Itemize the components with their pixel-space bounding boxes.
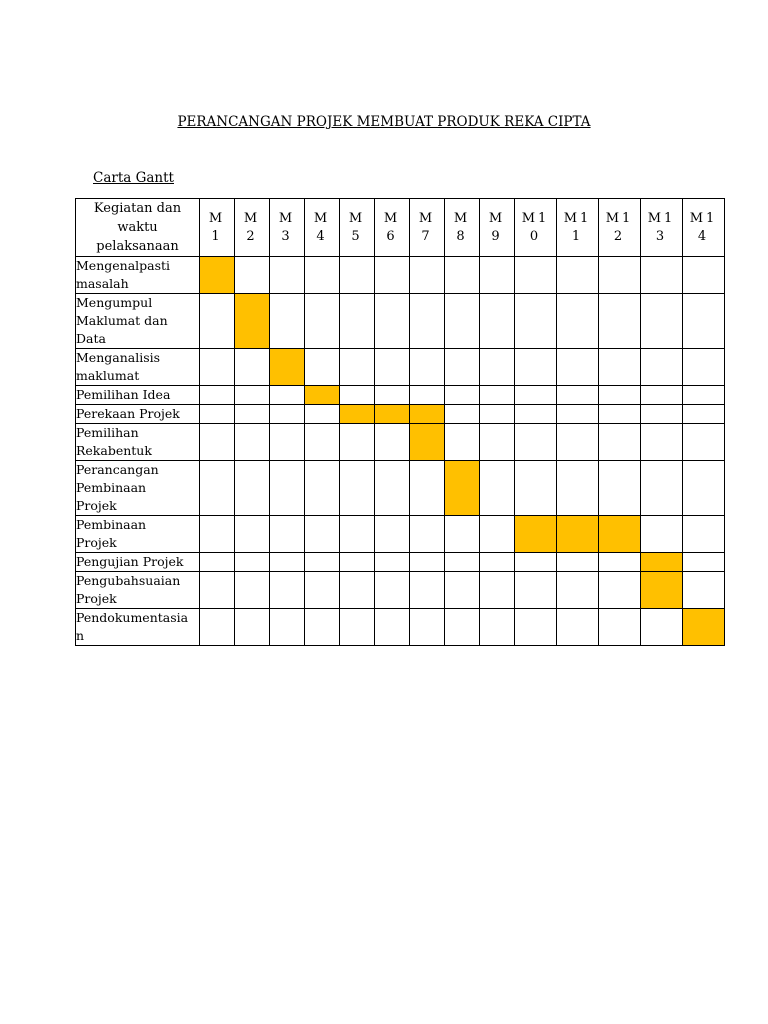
- gantt-empty-cell: [557, 424, 599, 461]
- month-header-1: [200, 199, 235, 257]
- gantt-empty-cell: [557, 572, 599, 609]
- month-label-line: 6: [386, 228, 398, 244]
- table-row: [76, 516, 725, 553]
- activity-label-line: masalah: [76, 276, 129, 291]
- gantt-empty-cell: [480, 424, 515, 461]
- gantt-empty-cell: [445, 405, 480, 424]
- gantt-empty-cell: [683, 424, 725, 461]
- gantt-empty-cell: [270, 386, 305, 405]
- gantt-empty-cell: [641, 257, 683, 294]
- gantt-empty-cell: [340, 461, 375, 516]
- month-label-line: 8: [456, 228, 468, 244]
- month-label-line: M1: [605, 210, 634, 226]
- gantt-empty-cell: [340, 553, 375, 572]
- gantt-empty-cell: [557, 609, 599, 646]
- gantt-empty-cell: [235, 553, 270, 572]
- gantt-empty-cell: [683, 349, 725, 386]
- gantt-bar-cell: [200, 257, 235, 294]
- gantt-empty-cell: [480, 516, 515, 553]
- gantt-empty-cell: [410, 572, 445, 609]
- gantt-empty-cell: [375, 516, 410, 553]
- chart-subtitle: Carta Gantt: [93, 170, 174, 186]
- activity-header-line: Kegiatan dan: [93, 201, 182, 216]
- gantt-empty-cell: [235, 572, 270, 609]
- activity-label-line: Maklumat dan: [76, 313, 168, 328]
- gantt-empty-cell: [599, 572, 641, 609]
- gantt-empty-cell: [599, 609, 641, 646]
- month-label-line: M: [243, 210, 261, 226]
- gantt-empty-cell: [340, 516, 375, 553]
- activity-label-line: Menganalisis: [76, 350, 161, 365]
- gantt-empty-cell: [480, 386, 515, 405]
- month-label-line: M: [313, 210, 331, 226]
- gantt-bar-cell: [683, 609, 725, 646]
- month-header-4: [305, 199, 340, 257]
- table-row: [76, 386, 725, 405]
- activity-header-line: waktu: [117, 220, 158, 235]
- gantt-bar-cell: [557, 516, 599, 553]
- month-label-line: M: [383, 210, 401, 226]
- gantt-empty-cell: [200, 461, 235, 516]
- month-header-14: [683, 199, 725, 257]
- gantt-empty-cell: [445, 386, 480, 405]
- gantt-empty-cell: [375, 386, 410, 405]
- month-label-line: 9: [491, 228, 503, 244]
- gantt-empty-cell: [200, 516, 235, 553]
- gantt-empty-cell: [305, 461, 340, 516]
- gantt-body: [76, 257, 725, 646]
- gantt-bar-cell: [515, 516, 557, 553]
- month-label-line: 0: [529, 228, 542, 244]
- gantt-empty-cell: [641, 424, 683, 461]
- gantt-empty-cell: [480, 257, 515, 294]
- gantt-empty-cell: [200, 405, 235, 424]
- month-header-2: [235, 199, 270, 257]
- gantt-empty-cell: [557, 461, 599, 516]
- gantt-bar-cell: [305, 386, 340, 405]
- gantt-empty-cell: [305, 349, 340, 386]
- month-header-6: [375, 199, 410, 257]
- month-label-line: M: [418, 210, 436, 226]
- gantt-empty-cell: [410, 349, 445, 386]
- gantt-bar-cell: [410, 424, 445, 461]
- activity-label-line: n: [76, 628, 85, 643]
- gantt-empty-cell: [515, 257, 557, 294]
- activity-label-line: Pemilihan Idea: [76, 387, 171, 402]
- month-header-5: [340, 199, 375, 257]
- month-label-line: 4: [316, 228, 328, 244]
- gantt-empty-cell: [270, 294, 305, 349]
- activity-label-line: Perekaan Projek: [76, 406, 180, 421]
- gantt-empty-cell: [410, 609, 445, 646]
- gantt-bar-cell: [375, 405, 410, 424]
- gantt-empty-cell: [410, 257, 445, 294]
- gantt-empty-cell: [480, 553, 515, 572]
- month-header-8: [445, 199, 480, 257]
- gantt-bar-cell: [410, 405, 445, 424]
- activity-label-line: Pengujian Projek: [76, 554, 184, 569]
- gantt-empty-cell: [641, 609, 683, 646]
- month-label-line: 3: [655, 228, 668, 244]
- month-label-line: M1: [521, 210, 550, 226]
- activity-label-line: Projek: [76, 498, 117, 513]
- gantt-empty-cell: [235, 609, 270, 646]
- activity-cell: [76, 349, 200, 386]
- month-header-9: [480, 199, 515, 257]
- gantt-empty-cell: [557, 257, 599, 294]
- gantt-empty-cell: [270, 405, 305, 424]
- gantt-empty-cell: [270, 257, 305, 294]
- gantt-empty-cell: [599, 257, 641, 294]
- month-header-3: [270, 199, 305, 257]
- gantt-empty-cell: [200, 294, 235, 349]
- gantt-empty-cell: [375, 349, 410, 386]
- gantt-empty-cell: [305, 257, 340, 294]
- gantt-empty-cell: [200, 386, 235, 405]
- gantt-bar-cell: [445, 461, 480, 516]
- gantt-empty-cell: [305, 553, 340, 572]
- gantt-empty-cell: [557, 553, 599, 572]
- gantt-empty-cell: [375, 257, 410, 294]
- gantt-empty-cell: [683, 516, 725, 553]
- gantt-empty-cell: [480, 609, 515, 646]
- gantt-empty-cell: [641, 405, 683, 424]
- gantt-empty-cell: [515, 553, 557, 572]
- gantt-empty-cell: [445, 424, 480, 461]
- gantt-empty-cell: [410, 553, 445, 572]
- gantt-empty-cell: [599, 349, 641, 386]
- gantt-empty-cell: [235, 349, 270, 386]
- activity-cell: [76, 609, 200, 646]
- gantt-empty-cell: [480, 349, 515, 386]
- activity-header: [76, 199, 200, 257]
- month-header-11: [557, 199, 599, 257]
- gantt-empty-cell: [445, 294, 480, 349]
- gantt-bar-cell: [270, 349, 305, 386]
- gantt-empty-cell: [557, 349, 599, 386]
- activity-cell: [76, 294, 200, 349]
- table-row: [76, 572, 725, 609]
- gantt-bar-cell: [235, 294, 270, 349]
- month-label-line: M: [208, 210, 226, 226]
- table-row: [76, 349, 725, 386]
- table-row: [76, 553, 725, 572]
- document-title: PERANCANGAN PROJEK MEMBUAT PRODUK REKA CIPTA: [177, 114, 591, 130]
- activity-cell: [76, 424, 200, 461]
- gantt-empty-cell: [200, 424, 235, 461]
- gantt-empty-cell: [270, 572, 305, 609]
- gantt-empty-cell: [235, 424, 270, 461]
- gantt-empty-cell: [235, 516, 270, 553]
- activity-label-line: Rekabentuk: [76, 443, 152, 458]
- activity-cell: [76, 572, 200, 609]
- activity-label-line: Pengubahsuaian: [76, 573, 181, 588]
- month-label-line: M: [453, 210, 471, 226]
- activity-label-line: Pembinaan: [76, 517, 147, 532]
- gantt-empty-cell: [515, 349, 557, 386]
- month-label-line: 2: [246, 228, 258, 244]
- month-header-7: [410, 199, 445, 257]
- month-label-line: M1: [647, 210, 676, 226]
- gantt-empty-cell: [683, 386, 725, 405]
- gantt-empty-cell: [641, 461, 683, 516]
- gantt-empty-cell: [340, 424, 375, 461]
- month-header-13: [641, 199, 683, 257]
- gantt-empty-cell: [305, 609, 340, 646]
- month-label-line: M1: [563, 210, 592, 226]
- gantt-empty-cell: [599, 553, 641, 572]
- gantt-empty-cell: [410, 461, 445, 516]
- gantt-empty-cell: [445, 609, 480, 646]
- gantt-empty-cell: [305, 424, 340, 461]
- month-label-line: M: [488, 210, 506, 226]
- gantt-empty-cell: [515, 461, 557, 516]
- gantt-empty-cell: [235, 461, 270, 516]
- gantt-empty-cell: [340, 294, 375, 349]
- month-label-line: 1: [571, 228, 584, 244]
- gantt-empty-cell: [599, 424, 641, 461]
- gantt-empty-cell: [305, 294, 340, 349]
- gantt-empty-cell: [683, 257, 725, 294]
- gantt-empty-cell: [270, 553, 305, 572]
- gantt-empty-cell: [445, 349, 480, 386]
- month-header-10: [515, 199, 557, 257]
- gantt-empty-cell: [200, 553, 235, 572]
- gantt-empty-cell: [340, 349, 375, 386]
- gantt-empty-cell: [410, 386, 445, 405]
- gantt-empty-cell: [683, 294, 725, 349]
- month-label-line: 5: [351, 228, 363, 244]
- activity-cell: [76, 553, 200, 572]
- gantt-empty-cell: [599, 461, 641, 516]
- activity-label-line: Data: [76, 331, 106, 346]
- gantt-empty-cell: [480, 294, 515, 349]
- table-row: [76, 405, 725, 424]
- gantt-empty-cell: [515, 424, 557, 461]
- gantt-empty-cell: [410, 294, 445, 349]
- gantt-empty-cell: [641, 386, 683, 405]
- activity-header-line: pelaksanaan: [96, 239, 179, 254]
- gantt-empty-cell: [235, 405, 270, 424]
- gantt-empty-cell: [599, 405, 641, 424]
- gantt-empty-cell: [515, 294, 557, 349]
- month-label-line: 3: [281, 228, 293, 244]
- gantt-empty-cell: [270, 461, 305, 516]
- gantt-empty-cell: [305, 572, 340, 609]
- gantt-table: [75, 198, 725, 646]
- gantt-empty-cell: [270, 424, 305, 461]
- gantt-bar-cell: [599, 516, 641, 553]
- gantt-empty-cell: [200, 609, 235, 646]
- gantt-empty-cell: [200, 572, 235, 609]
- gantt-empty-cell: [683, 405, 725, 424]
- table-row: [76, 294, 725, 349]
- table-row: [76, 609, 725, 646]
- activity-label-line: Projek: [76, 591, 117, 606]
- activity-label-line: maklumat: [76, 368, 140, 383]
- month-label-line: 1: [211, 228, 223, 244]
- activity-label-line: Pembinaan: [76, 480, 147, 495]
- activity-cell: [76, 516, 200, 553]
- activity-label-line: Projek: [76, 535, 117, 550]
- gantt-header-row: [76, 199, 725, 257]
- table-row: [76, 257, 725, 294]
- month-header-12: [599, 199, 641, 257]
- gantt-empty-cell: [305, 405, 340, 424]
- gantt-empty-cell: [340, 257, 375, 294]
- gantt-empty-cell: [270, 609, 305, 646]
- activity-cell: [76, 386, 200, 405]
- gantt-empty-cell: [375, 294, 410, 349]
- table-row: [76, 424, 725, 461]
- gantt-empty-cell: [557, 386, 599, 405]
- gantt-empty-cell: [599, 294, 641, 349]
- gantt-empty-cell: [515, 609, 557, 646]
- gantt-bar-cell: [340, 405, 375, 424]
- gantt-empty-cell: [445, 553, 480, 572]
- gantt-empty-cell: [375, 609, 410, 646]
- gantt-empty-cell: [557, 294, 599, 349]
- gantt-empty-cell: [305, 516, 340, 553]
- month-label-line: 2: [613, 228, 626, 244]
- gantt-empty-cell: [641, 516, 683, 553]
- gantt-empty-cell: [480, 405, 515, 424]
- month-label-line: M1: [689, 210, 718, 226]
- gantt-empty-cell: [375, 572, 410, 609]
- activity-label-line: Pendokumentasia: [76, 610, 189, 625]
- gantt-empty-cell: [515, 386, 557, 405]
- month-label-line: 7: [421, 228, 433, 244]
- gantt-empty-cell: [557, 405, 599, 424]
- gantt-empty-cell: [235, 386, 270, 405]
- gantt-empty-cell: [515, 572, 557, 609]
- gantt-empty-cell: [340, 609, 375, 646]
- gantt-empty-cell: [200, 349, 235, 386]
- table-row: [76, 461, 725, 516]
- gantt-empty-cell: [480, 461, 515, 516]
- gantt-empty-cell: [445, 572, 480, 609]
- gantt-empty-cell: [515, 405, 557, 424]
- gantt-empty-cell: [683, 461, 725, 516]
- month-label-line: 4: [697, 228, 710, 244]
- gantt-empty-cell: [235, 257, 270, 294]
- gantt-empty-cell: [340, 572, 375, 609]
- gantt-empty-cell: [641, 349, 683, 386]
- month-label-line: M: [348, 210, 366, 226]
- gantt-empty-cell: [410, 516, 445, 553]
- activity-cell: [76, 405, 200, 424]
- gantt-empty-cell: [599, 386, 641, 405]
- activity-cell: [76, 461, 200, 516]
- gantt-empty-cell: [641, 294, 683, 349]
- gantt-bar-cell: [641, 553, 683, 572]
- activity-label-line: Mengenalpasti: [76, 258, 171, 273]
- gantt-empty-cell: [445, 516, 480, 553]
- gantt-empty-cell: [375, 461, 410, 516]
- gantt-empty-cell: [340, 386, 375, 405]
- gantt-empty-cell: [375, 424, 410, 461]
- gantt-empty-cell: [480, 572, 515, 609]
- activity-cell: [76, 257, 200, 294]
- gantt-empty-cell: [445, 257, 480, 294]
- month-label-line: M: [278, 210, 296, 226]
- activity-label-line: Pemilihan: [76, 425, 139, 440]
- gantt-empty-cell: [683, 553, 725, 572]
- gantt-empty-cell: [683, 572, 725, 609]
- gantt-empty-cell: [375, 553, 410, 572]
- activity-label-line: Perancangan: [76, 462, 159, 477]
- activity-label-line: Mengumpul: [76, 295, 153, 310]
- gantt-empty-cell: [270, 516, 305, 553]
- gantt-bar-cell: [641, 572, 683, 609]
